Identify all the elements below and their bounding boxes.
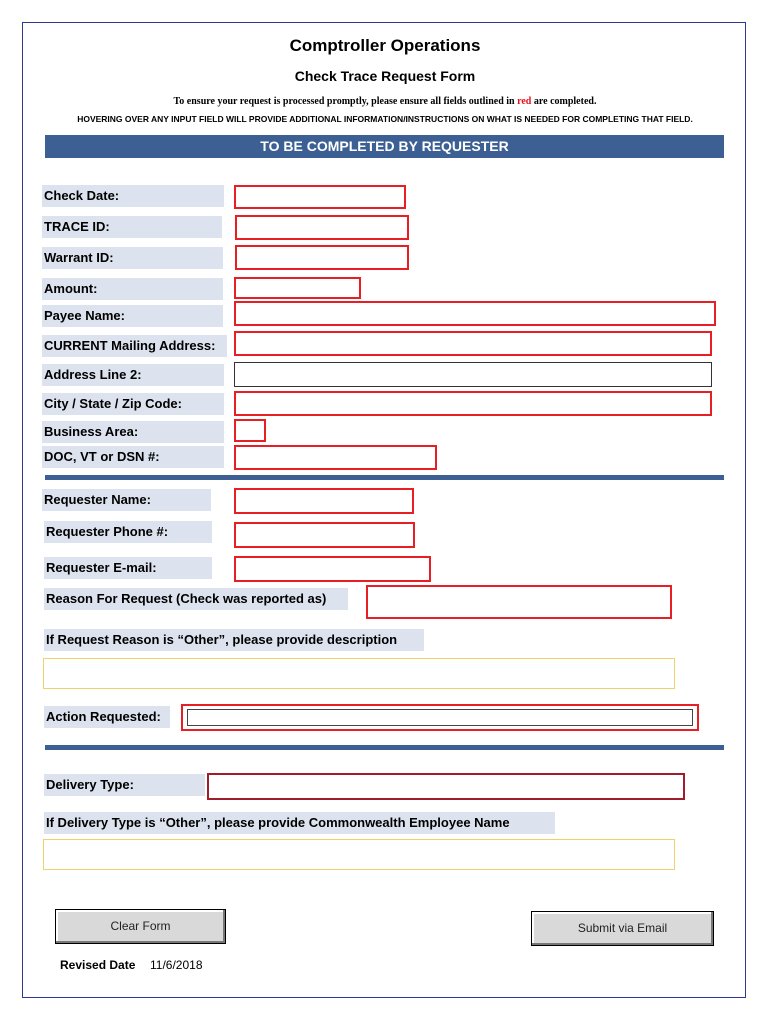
- action-requested-field[interactable]: [181, 704, 699, 731]
- instruction-red-word: red: [517, 96, 532, 107]
- requester-phone-field[interactable]: [234, 522, 415, 548]
- other-delivery-label: If Delivery Type is “Other”, please provide Commonwealth Employee Name: [44, 812, 555, 834]
- other-delivery-field[interactable]: [43, 839, 675, 870]
- trace-id-field[interactable]: [235, 215, 409, 240]
- section-divider-1: [45, 475, 724, 480]
- instruction-text: To ensure your request is processed promptly, please ensure all fields outlined in red are completed.: [173, 96, 597, 107]
- form-subtitle: Check Trace Request Form: [294, 68, 476, 84]
- requester-email-field[interactable]: [234, 556, 431, 582]
- other-reason-field[interactable]: [43, 658, 675, 689]
- warrant-id-field[interactable]: [235, 245, 409, 270]
- clear-form-button[interactable]: Clear Form: [55, 909, 226, 944]
- other-reason-label: If Request Reason is “Other”, please provide description: [44, 629, 424, 651]
- city-state-zip-field[interactable]: [234, 391, 712, 416]
- address-line2-field[interactable]: [234, 362, 712, 387]
- doc-vt-dsn-label: DOC, VT or DSN #:: [42, 446, 224, 468]
- reason-label: Reason For Request (Check was reported as): [44, 588, 348, 610]
- requester-email-label: Requester E-mail:: [44, 557, 212, 579]
- warrant-id-label: Warrant ID:: [42, 247, 223, 269]
- amount-label: Amount:: [42, 278, 223, 300]
- requester-name-field[interactable]: [234, 488, 414, 514]
- action-requested-select[interactable]: [187, 709, 693, 726]
- requester-phone-label: Requester Phone #:: [44, 521, 212, 543]
- mailing-address-label: CURRENT Mailing Address:: [42, 335, 227, 357]
- address-line2-label: Address Line 2:: [42, 364, 224, 386]
- business-area-label: Business Area:: [42, 421, 224, 443]
- page-title: Comptroller Operations: [289, 36, 481, 55]
- mailing-address-field[interactable]: [234, 331, 712, 356]
- city-state-zip-label: City / State / Zip Code:: [42, 393, 224, 415]
- payee-name-field[interactable]: [234, 301, 716, 326]
- requester-banner: TO BE COMPLETED BY REQUESTER: [45, 135, 724, 158]
- check-date-label: Check Date:: [42, 185, 224, 207]
- revised-date-label: Revised Date: [60, 958, 136, 972]
- action-requested-label: Action Requested:: [44, 706, 170, 728]
- reason-field[interactable]: [366, 585, 672, 619]
- hover-note: HOVERING OVER ANY INPUT FIELD WILL PROVIDE ADDITIONAL INFORMATION/INSTRUCTIONS ON WHAT IS NEEDED FOR COMPLETING THAT FIELD.: [77, 114, 693, 124]
- revised-date-value: 11/6/2018: [150, 958, 203, 972]
- submit-email-button[interactable]: Submit via Email: [531, 911, 714, 946]
- requester-name-label: Requester Name:: [42, 489, 211, 511]
- business-area-field[interactable]: [234, 419, 266, 442]
- check-date-field[interactable]: [234, 185, 406, 209]
- delivery-type-field[interactable]: [207, 773, 685, 800]
- delivery-type-label: Delivery Type:: [44, 774, 205, 796]
- payee-name-label: Payee Name:: [42, 305, 223, 327]
- trace-id-label: TRACE ID:: [42, 216, 222, 238]
- section-divider-2: [45, 745, 724, 750]
- amount-field[interactable]: [234, 277, 361, 299]
- doc-vt-dsn-field[interactable]: [234, 445, 437, 470]
